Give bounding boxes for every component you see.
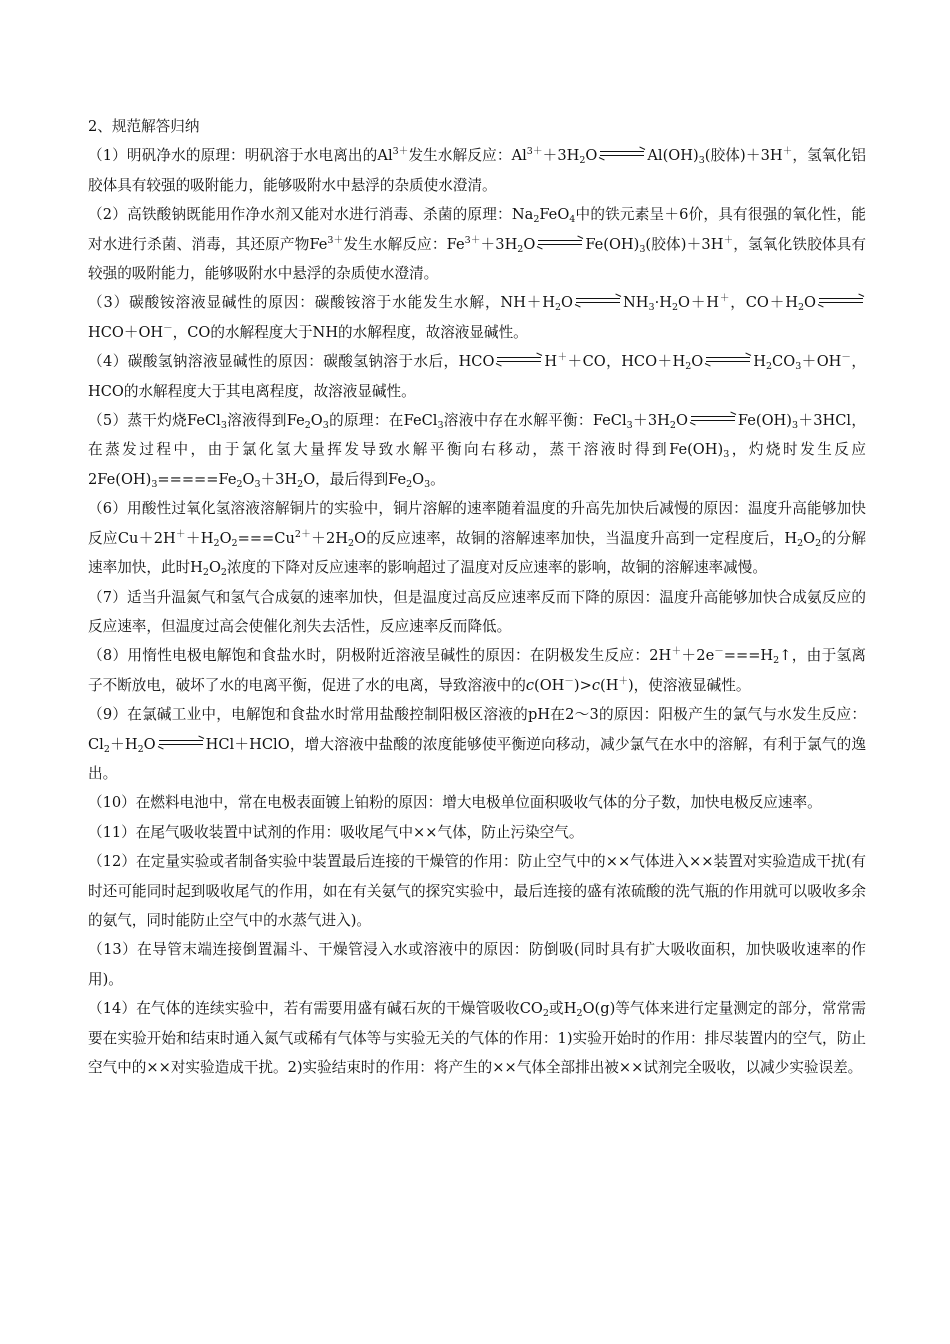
text: ＋3H <box>542 147 580 165</box>
text: )，使溶液显碱性。 <box>627 676 751 694</box>
text: O <box>208 559 221 577</box>
text: 或H <box>548 1000 577 1018</box>
text: ＋H <box>109 735 138 753</box>
document-page <box>88 112 866 1082</box>
text: 发生水解反应：Al <box>408 147 527 165</box>
text: 溶液得到Fe <box>226 412 305 430</box>
paragraph-4 <box>88 347 866 406</box>
subscript: 3 <box>723 449 730 461</box>
subscript: 3 <box>639 243 646 255</box>
superscript: － <box>841 352 851 364</box>
paragraph-2 <box>88 200 866 288</box>
text: O <box>143 735 156 753</box>
text: =====Fe <box>157 470 237 488</box>
text: O <box>523 235 536 253</box>
text: NH <box>623 294 649 312</box>
subscript: 4 <box>569 214 576 226</box>
text: O <box>310 412 323 430</box>
subscript: 3 <box>322 420 329 432</box>
superscript: ＋ <box>175 528 186 540</box>
subscript: 2 <box>297 478 304 490</box>
text: O＋H <box>677 294 720 312</box>
subscript: 2 <box>137 743 144 755</box>
text: FeO <box>539 206 570 224</box>
subscript: 2 <box>576 1008 583 1020</box>
subscript: 2 <box>231 537 238 549</box>
subscript: 3 <box>151 478 158 490</box>
paragraph-9 <box>88 700 866 788</box>
subscript: 2 <box>555 302 562 314</box>
text: ＋3H <box>480 235 518 253</box>
paragraph-13: （13）在导管末端连接倒置漏斗、干燥管浸入水或溶液中的原因：防倒吸(同时具有扩大吸收面积，加快吸收速率的作用)。 <box>88 941 866 988</box>
subscript: 2 <box>304 420 311 432</box>
text: O的反应速率，故铜的溶解速率加快，当温度升高到一定程度后，H <box>354 529 798 547</box>
superscript: ＋ <box>671 646 682 658</box>
subscript: 2 <box>220 567 227 579</box>
text: ＋OH <box>801 353 842 371</box>
text: H <box>544 353 558 371</box>
text: O <box>219 529 232 547</box>
text: O <box>242 470 255 488</box>
paragraph-7: （7）适当升温氮气和氢气合成氨的速率加快，但是温度过高反应速率反而下降的原因：温度升高能够加快合成氨反应的反应速率，但温度过高会使催化剂失去活性，反应速率反而降低。 <box>88 588 866 635</box>
paragraph-1 <box>88 141 866 200</box>
paragraph-3 <box>88 288 866 347</box>
text: HCl＋HClO，增大溶液中盐酸的浓度能够使平衡逆向移动，减少氯气在水中的溶解，有利于氯气的逸出。 <box>88 735 867 782</box>
text: ，CO＋H <box>730 294 798 312</box>
equilibrium-arrow-icon <box>537 238 583 248</box>
subscript: 2 <box>517 243 524 255</box>
subscript: 2 <box>671 302 678 314</box>
text: ===H <box>723 647 774 665</box>
text: (胶体)＋3H <box>704 147 783 165</box>
text: （4）碳酸氢钠溶液显碱性的原因：碳酸氢钠溶于水后，HCO <box>88 353 495 371</box>
text: 。 <box>430 470 445 488</box>
superscript: 3＋ <box>526 146 543 158</box>
paragraph-8 <box>88 641 866 700</box>
subscript: 2 <box>533 214 540 226</box>
text: O(g)等气体来进行定量测定的部分，常常需要在实验开始和结束时通入氮气或稀有气体等与实验无关的气体的作用：1)实验开始时的作用：排尽装置内的空气，防止空气中的××对实验造成干扰。2)实验结束时的作用：将产生的××气体全部排出被××试剂完全吸收，以减少实验误差。 <box>88 1000 867 1076</box>
equilibrium-arrow-icon <box>599 149 645 159</box>
subscript: 2 <box>797 302 805 314</box>
text: (H <box>600 676 619 694</box>
superscript: ＋ <box>782 146 793 158</box>
text: (胶体)＋3H <box>645 235 724 253</box>
text: Fe(OH) <box>585 235 640 253</box>
text: O <box>803 529 816 547</box>
section-heading: 2、规范解答归纳 <box>88 118 200 135</box>
text: ，氢氧化铁胶体具有较强的吸附能力，能够吸附水中悬浮的杂质使水澄清。 <box>88 235 866 283</box>
superscript: － <box>714 646 724 658</box>
equilibrium-arrow-icon <box>818 296 864 306</box>
superscript: 3＋ <box>464 234 481 246</box>
text: （14）在气体的连续实验中，若有需要用盛有碱石灰的干燥管吸收CO <box>88 1000 543 1018</box>
subscript: 2 <box>406 478 413 490</box>
subscript: 2 <box>797 537 804 549</box>
text: O <box>585 147 598 165</box>
paragraph-14 <box>88 994 866 1082</box>
text: H <box>753 353 766 371</box>
text: 的原理：在FeCl <box>328 412 438 430</box>
italic-var: c <box>591 676 601 694</box>
superscript: ＋ <box>723 234 734 246</box>
text: O <box>691 353 704 371</box>
text: ＋3HCl，在蒸发过程中，由于氯化氢大量挥发导致水解平衡向右移动，蒸干溶液时得到Fe(OH) <box>88 412 866 459</box>
text: （2）高铁酸钠既能用作净水剂又能对水进行消毒、杀菌的原理：Na <box>88 206 534 224</box>
text: ↑，由于氢离子不断放电，破坏了水的电离平衡，促进了水的电离，导致溶液中的 <box>88 647 866 694</box>
subscript: 2 <box>766 361 773 373</box>
text: O <box>804 294 816 312</box>
text: ＋3H <box>632 412 670 430</box>
paragraph-6 <box>88 494 866 582</box>
subscript: 2 <box>773 655 780 667</box>
subscript: 3 <box>437 420 444 432</box>
text: 的分解速率加快，此时H <box>88 529 866 577</box>
subscript: 2 <box>815 537 822 549</box>
subscript: 2 <box>685 361 692 373</box>
subscript: 2 <box>103 743 110 755</box>
text: 溶液中存在水解平衡：FeCl <box>443 412 627 430</box>
italic-var: c <box>525 676 535 694</box>
text: （1）明矾净水的原理：明矾溶于水电离出的Al <box>88 147 393 165</box>
subscript: 3 <box>698 155 705 167</box>
subscript: 3 <box>795 361 802 373</box>
subscript: 3 <box>626 420 633 432</box>
equilibrium-arrow-icon <box>705 355 751 365</box>
superscript: － <box>564 675 574 687</box>
text: ＋CO，HCO＋H <box>567 353 686 371</box>
equilibrium-arrow-icon <box>496 355 542 365</box>
text: )> <box>573 676 592 694</box>
paragraph-12: （12）在定量实验或者制备实验中装置最后连接的干燥管的作用：防止空气中的××气体进入××装置对实验造成干扰(有时还可能同时起到吸收尾气的作用，如在有关氨气的探究实验中，最后连接的盛有浓硫酸的洗气瓶的作用就可以吸收多余的氨气，同时能防止空气中的水蒸气进入)。 <box>88 853 866 929</box>
text: ＋H <box>185 529 214 547</box>
text: 浓度的下降对反应速率的影响超过了温度对反应速率的影响，故铜的溶解速率减慢。 <box>226 559 767 577</box>
text: ＋2e <box>681 647 715 665</box>
text: ，HCO的水解程度大于其电离程度，故溶液显碱性。 <box>88 353 866 400</box>
text: O <box>675 412 688 430</box>
equilibrium-arrow-icon <box>158 738 204 748</box>
text: CO <box>772 353 796 371</box>
superscript: 3＋ <box>327 234 344 246</box>
text: ，灼烧时发生反应2Fe(OH) <box>88 441 866 488</box>
superscript: ＋ <box>557 352 568 364</box>
subscript: 2 <box>579 155 586 167</box>
text: O <box>412 470 425 488</box>
text: （6）用酸性过氧化氢溶液溶解铜片的实验中，铜片溶解的速率随着温度的升高先加快后减慢的原因：温度升高能够加快反应Cu＋2H <box>88 500 866 547</box>
text: Al(OH) <box>647 147 699 165</box>
subscript: 2 <box>213 537 220 549</box>
paragraph-10: （10）在燃料电池中，常在电极表面镀上铂粉的原因：增大电极单位面积吸收气体的分子数，加快电极反应速率。 <box>88 794 822 812</box>
text: （3）碳酸铵溶液显碱性的原因：碳酸铵溶于水能发生水解，NH＋H <box>88 294 555 312</box>
text: (OH <box>534 676 565 694</box>
subscript: 2 <box>236 478 243 490</box>
subscript: 2 <box>542 1008 549 1020</box>
text: ·H <box>654 294 672 312</box>
subscript: 3 <box>254 478 261 490</box>
text: HCO＋OH <box>88 323 164 341</box>
text: ，CO的水解程度大于NH的水解程度，故溶液显碱性。 <box>172 323 528 341</box>
text: （5）蒸干灼烧FeCl <box>88 412 221 430</box>
text: O <box>561 294 574 312</box>
subscript: 3 <box>424 478 431 490</box>
paragraph-11: （11）在尾气吸收装置中试剂的作用：吸收尾气中××气体，防止污染空气。 <box>88 823 584 841</box>
subscript: 3 <box>791 420 799 432</box>
text: ＋2H <box>311 529 349 547</box>
subscript: 2 <box>202 567 209 579</box>
subscript: 2 <box>348 537 355 549</box>
superscript: 3＋ <box>392 146 409 158</box>
subscript: 2 <box>669 420 676 432</box>
superscript: 2＋ <box>294 528 312 540</box>
text: （8）用惰性电极电解饱和食盐水时，阴极附近溶液呈碱性的原因：在阴极发生反应：2H <box>88 647 672 665</box>
subscript: 3 <box>648 302 655 314</box>
equilibrium-arrow-icon <box>575 296 621 306</box>
superscript: ＋ <box>719 293 731 305</box>
text: ，氢氧化铝胶体具有较强的吸附能力，能够吸附水中悬浮的杂质使水澄清。 <box>88 147 866 194</box>
text: ===Cu <box>237 529 295 547</box>
text: O，最后得到Fe <box>303 470 407 488</box>
paragraph-5 <box>88 406 866 494</box>
text: Fe(OH) <box>737 412 792 430</box>
superscript: ＋ <box>618 675 628 687</box>
text: 发生水解反应：Fe <box>343 235 465 253</box>
equilibrium-arrow-icon <box>690 414 736 424</box>
subscript: 3 <box>220 420 227 432</box>
text: 中的铁元素呈＋6价，具有很强的氧化性，能对水进行杀菌、消毒，其还原产物Fe <box>88 206 866 253</box>
text: （9）在氯碱工业中，电解饱和食盐水时常用盐酸控制阳极区溶液的pH在2～3的原因：阳极产生的氯气与水发生反应：Cl <box>88 706 866 753</box>
superscript: － <box>163 322 173 334</box>
text: ＋3H <box>260 470 298 488</box>
